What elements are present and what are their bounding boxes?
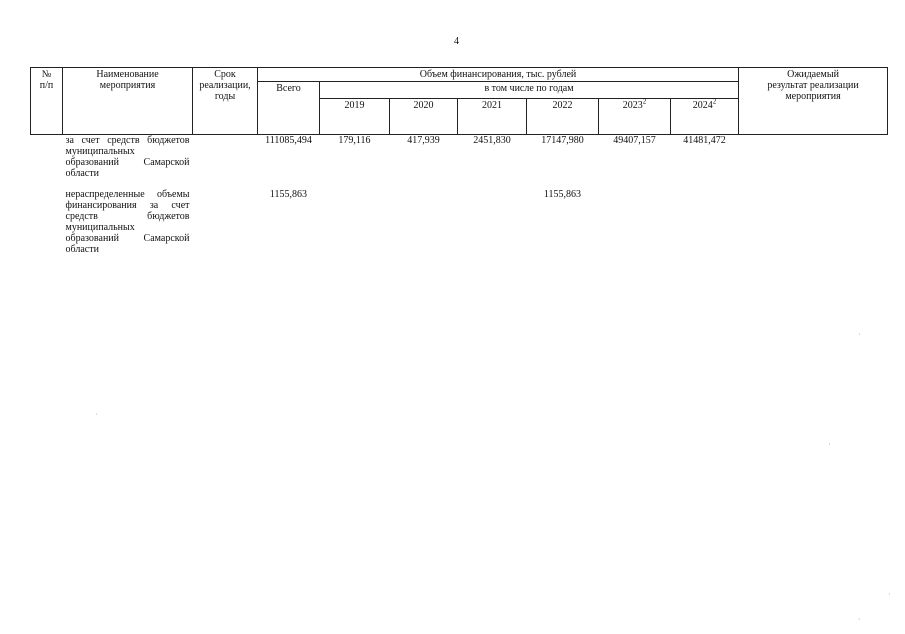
row-year-value: 1155,863 (543, 189, 582, 200)
row-year-value: 179,116 (338, 135, 371, 146)
row-year-value: 417,939 (407, 135, 440, 146)
row-year-value (390, 189, 458, 255)
col-funding-header: Объем финансирования, тыс. рублей (258, 68, 739, 82)
col-year-header: 2023$^2$ (599, 99, 671, 135)
row-year-value: 49407,157 (613, 135, 656, 146)
col-year-header: 2020 (390, 99, 458, 135)
row-total: 1155,863 (269, 189, 308, 200)
col-name-header: Наименование мероприятия (63, 68, 193, 135)
row-year-value (671, 189, 739, 255)
row-year-value: 2451,830 (473, 135, 511, 146)
col-year-header: 2019 (320, 99, 390, 135)
row-year-value (599, 189, 671, 255)
row-year-value: 41481,472 (683, 135, 726, 146)
scan-speck: · (888, 590, 891, 599)
page-number: 4 (454, 36, 459, 47)
row-year-value: 17147,980 (541, 135, 584, 146)
row-year-value (320, 189, 390, 255)
table-row (31, 189, 888, 255)
col-year-header: 2021 (458, 99, 527, 135)
scan-speck: · (95, 410, 98, 419)
row-name: за счет средств бюджетов муниципальных образований Самарской области (65, 135, 190, 179)
col-result-header: Ожидаемый результат реализации мероприятия (739, 68, 888, 135)
col-year-header: 2022 (527, 99, 599, 135)
financing-table (30, 67, 888, 255)
row-year-value (458, 189, 527, 255)
col-period-header: Срок реализации, годы (193, 68, 258, 135)
table-row (31, 135, 888, 180)
row-name: нераспределенные объемы финансирования за счет средств бюджетов муниципальных образований Самарской области (65, 189, 190, 255)
col-number-header: № п/п (31, 68, 63, 135)
col-by-years-header: в том числе по годам (320, 82, 739, 99)
col-total-header: Всего (258, 82, 320, 135)
scan-speck: · (858, 330, 861, 339)
col-year-header: 2024$^2$ (671, 99, 739, 135)
scan-speck: · (858, 615, 861, 624)
row-total: 111085,494 (265, 135, 312, 146)
scan-speck: · (828, 440, 831, 449)
